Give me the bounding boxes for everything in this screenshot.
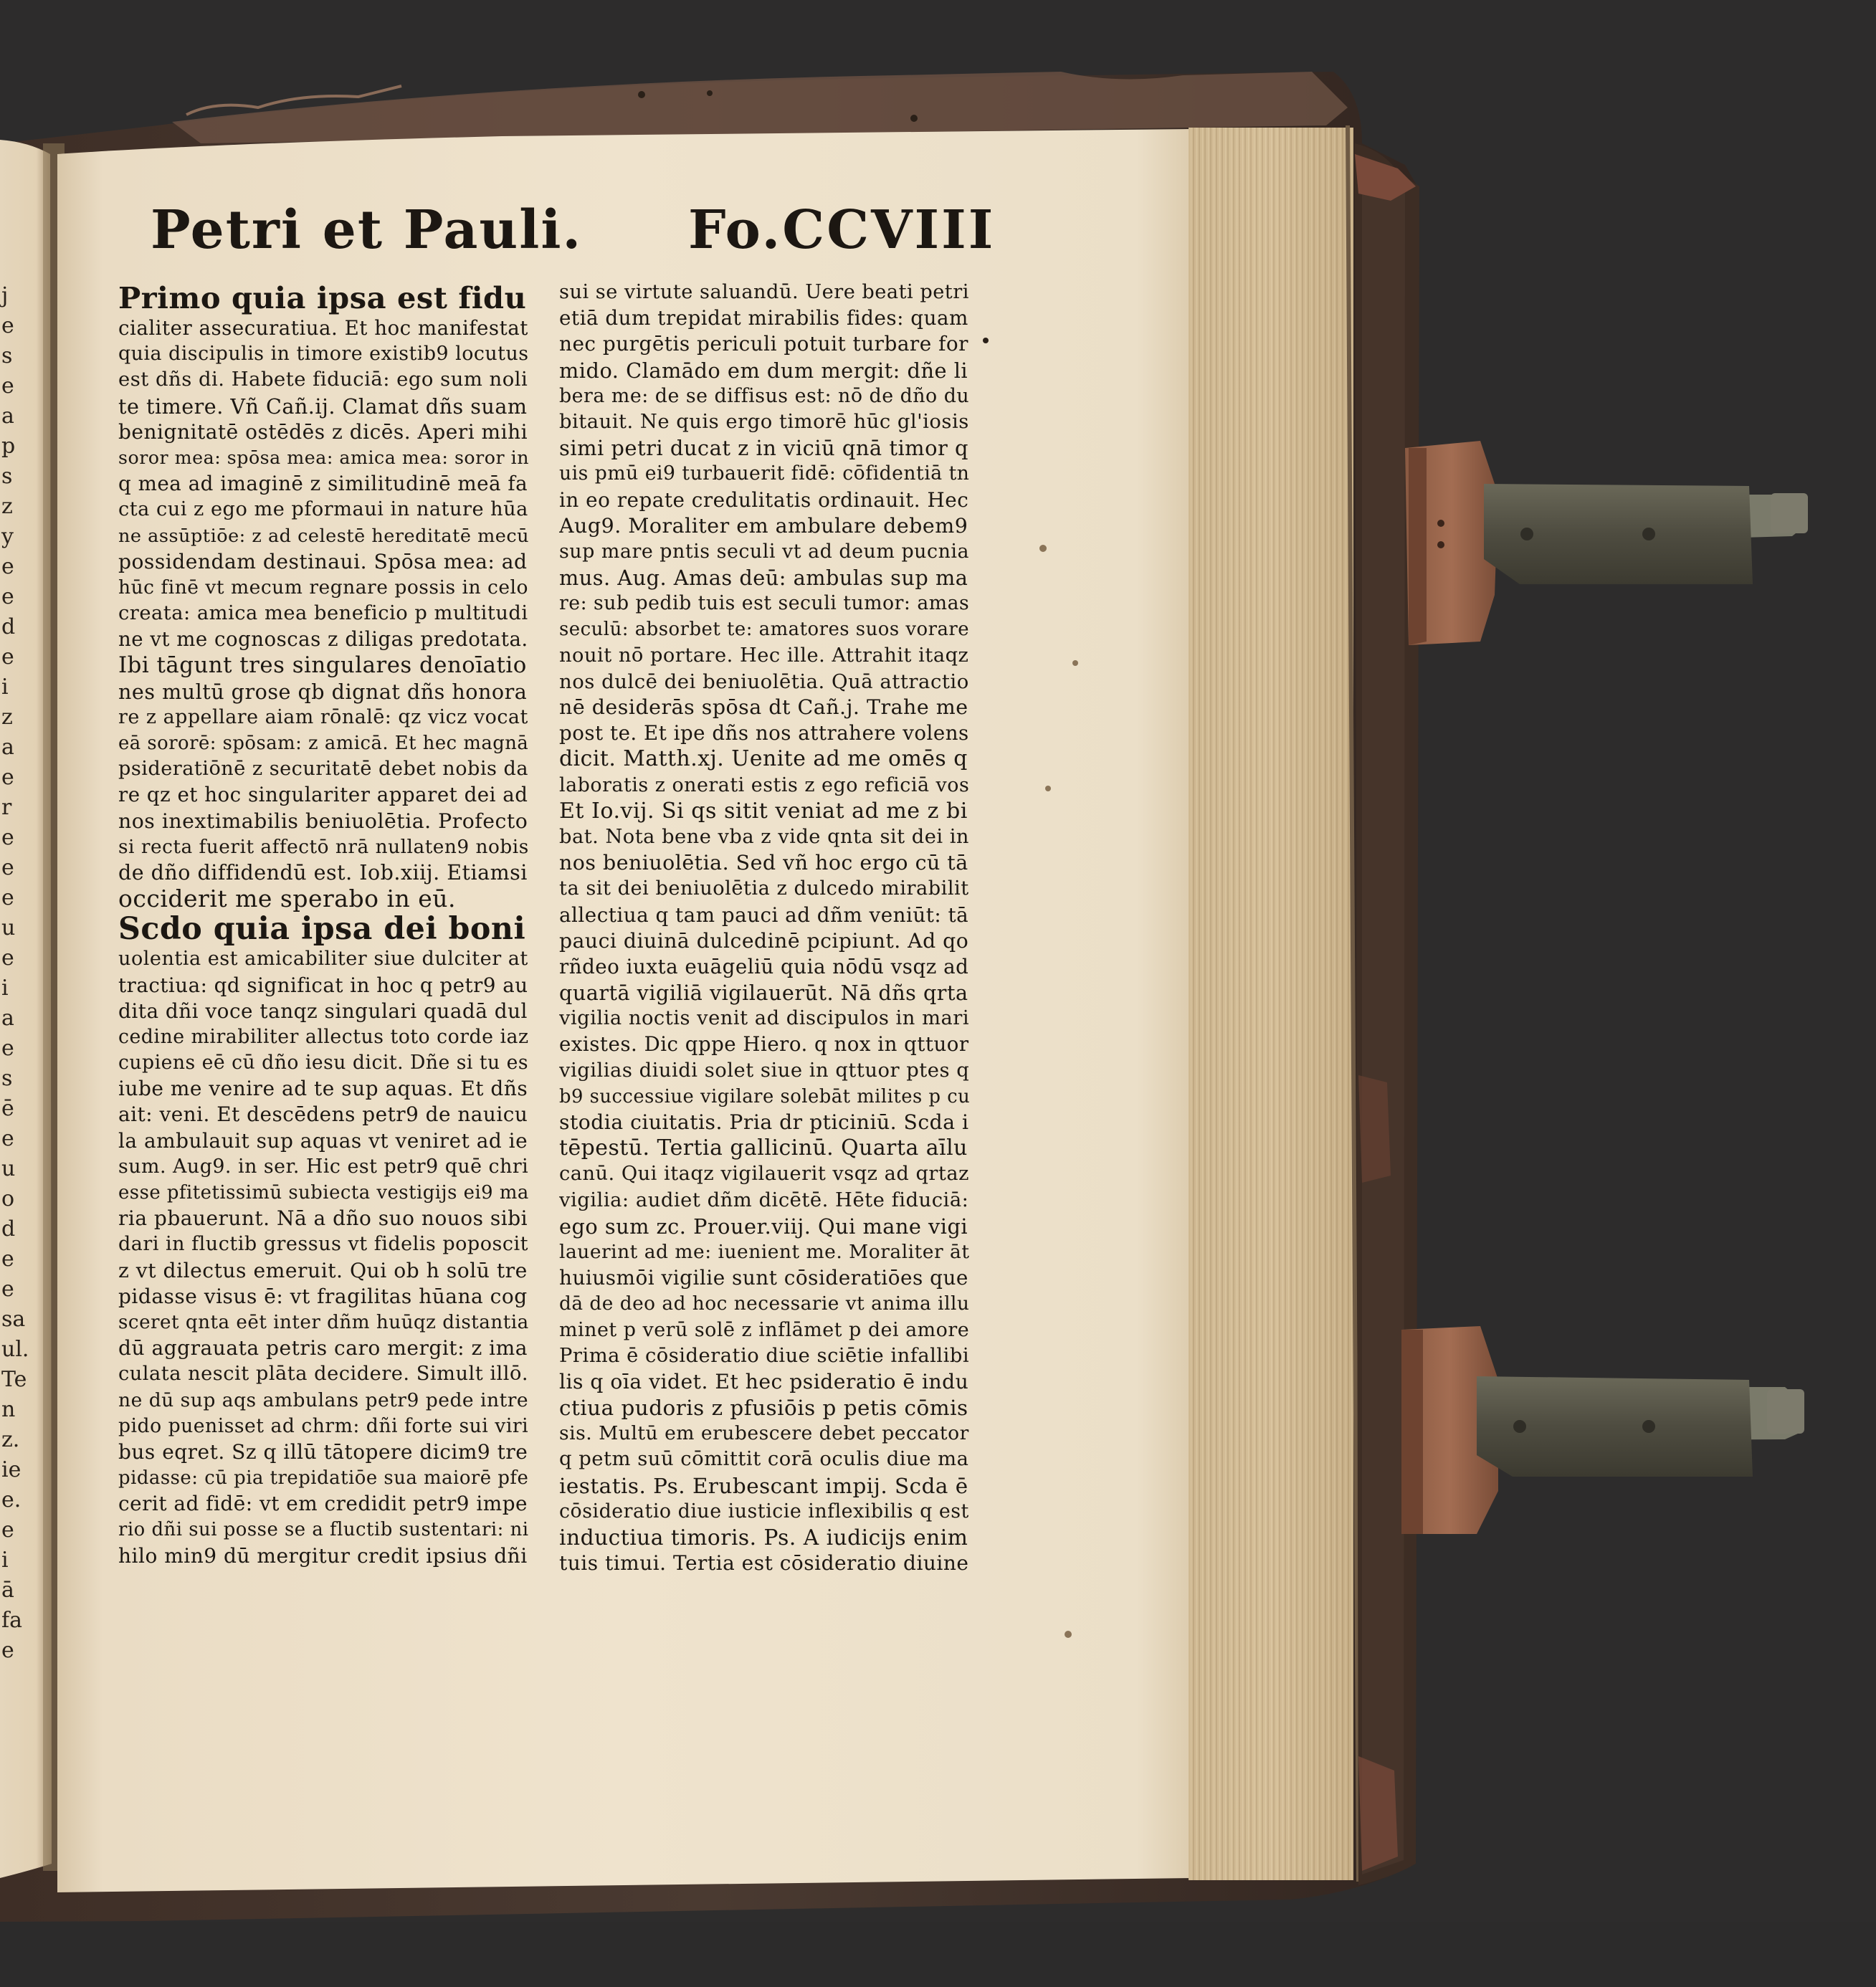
text-line: post te. Et ipe dñs nos attrahere volens (559, 721, 969, 745)
text-line: ne vt me cognoscas z diligas predotata. (118, 627, 528, 652)
margin-letter: e (1, 1126, 14, 1151)
text-line: vigilias diuidi solet siue in qttuor ptes q (559, 1059, 970, 1082)
text-line: mus. Aug. Amas deū: ambulas sup ma (559, 566, 968, 591)
text-line: tractiua: qd significat in hoc q petr9 au (118, 973, 528, 997)
text-line: nec purgētis periculi potuit turbare for (559, 332, 968, 356)
text-line: pauci diuinā dulcedinē pcipiunt. Ad qo (559, 928, 969, 953)
text-line: pidasse visus ē: vt fragilitas hūana cog (118, 1284, 528, 1308)
text-line: laboratis z onerati estis z ego reficiā vos (559, 773, 970, 796)
margin-letter: u (1, 1156, 16, 1181)
margin-letter: d (1, 1216, 16, 1242)
margin-letter: a (1, 404, 14, 429)
text-line: possidendam destinaui. Spōsa mea: ad (118, 549, 528, 573)
margin-letter: r (1, 795, 12, 820)
text-line: ctiua pudoris z pfusiōis p petis cōmis (559, 1396, 968, 1421)
text-line: de dño diffidendū est. Iob.xiij. Etiamsi (118, 860, 528, 885)
text-line: hilo min9 dū mergitur credit ipsius dñi (118, 1543, 528, 1568)
text-line: existes. Dic qppe Hiero. q nox in qttuor (559, 1032, 969, 1057)
margin-letter: fa (1, 1608, 22, 1633)
right-text-column (559, 280, 975, 1986)
margin-letter: s (1, 1066, 13, 1091)
margin-letter: e (1, 554, 14, 579)
text-line: bus eqret. Sz q illū tātopere dicim9 tre (118, 1439, 528, 1464)
text-line: te timere. Vñ Cañ.ij. Clamat dñs suam (118, 394, 528, 419)
text-line: est dñs di. Habete fiduciā: ego sum noli (118, 368, 528, 391)
text-line: seculū: absorbet te: amatores suos vorare (559, 619, 970, 641)
margin-letter: e (1, 825, 14, 850)
text-line: uis pmū ei9 turbauerit fidē: cōfidentiā tn (559, 462, 970, 485)
text-line: allectiua q tam pauci ad dñm veniūt: tā (559, 902, 969, 927)
left-text-column (118, 281, 534, 1987)
text-line: canū. Qui itaqz vigilauerit vsqz ad qrtaz (559, 1163, 969, 1186)
margin-letter: j (1, 283, 9, 308)
text-line: nē desiderās spōsa dt Cañ.j. Trahe me (559, 695, 968, 719)
text-line: dita dñi voce tanqz singulari quadā dul (118, 999, 528, 1023)
text-line: tēpestū. Tertia gallicinū. Quarta aīlu (559, 1135, 968, 1161)
margin-letter: e (1, 584, 14, 609)
text-line: nes multū grose qb dignat dñs honora (118, 679, 528, 704)
text-line: la ambulauit sup aquas vt veniret ad ie (118, 1128, 528, 1153)
text-line: huiusmōi vigilie sunt cōsideratiōes que (559, 1266, 968, 1290)
text-line: sum. Aug9. in ser. Hic est petr9 quē chri (118, 1155, 529, 1178)
running-head: Petri et Pauli. (151, 199, 583, 261)
text-line: nos dulcē dei beniuolētia. Quā attractio (559, 670, 969, 693)
margin-letter: ul. (1, 1337, 29, 1362)
margin-letter: e. (1, 1487, 22, 1512)
margin-letter: Te (1, 1367, 27, 1392)
margin-letter: i (1, 675, 9, 700)
text-line: cupiens eē cū dño iesu dicit. Dñe si tu es (118, 1052, 529, 1074)
margin-letter: o (1, 1186, 15, 1211)
text-line: esse pfitetissimū subiecta vestigijs ei9 ma (118, 1182, 529, 1204)
text-line: dicit. Matth.xj. Uenite ad me omēs q (559, 746, 968, 772)
margin-letter: e (1, 885, 14, 910)
text-line: Aug9. Moraliter em ambulare debem9 (559, 513, 968, 538)
text-line: in eo repate credulitatis ordinauit. Hec (559, 487, 969, 512)
text-line: vigilia: audiet dñm dicētē. Hēte fiduciā: (559, 1188, 969, 1211)
text-line: tuis timui. Tertia est cōsideratio diuine (559, 1551, 969, 1576)
text-line: cialiter assecuratiua. Et hoc manifestat (118, 316, 528, 340)
text-line: iestatis. Ps. Erubescant impij. Scda ē (559, 1473, 968, 1498)
text-line: rio dñi sui posse se a fluctib sustentari: ni (118, 1519, 529, 1541)
text-line: Ibi tāgunt tres singulares denoīatio (118, 652, 527, 679)
text-line: lauerint ad me: iuenient me. Moraliter āt (559, 1240, 970, 1263)
text-line: minet p verū solē z inflāmet p dei amore (559, 1318, 970, 1341)
text-line: si recta fuerit affectō nrā nullaten9 nobis (118, 836, 529, 858)
text-line: sui se virtute saluandū. Uere beati petri (559, 281, 969, 303)
text-line: inductiua timoris. Ps. A iudicijs enim (559, 1525, 968, 1550)
text-line: nos inextimabilis beniuolētia. Profecto (118, 809, 528, 833)
text-line: stodia ciuitatis. Pria dr pticiniū. Scda i (559, 1110, 969, 1134)
text-line: pido puenisset ad chrm: dñi forte sui viri (118, 1414, 529, 1437)
text-line: hūc finē vt mecum regnare possis in celo (118, 576, 528, 599)
text-line: iube me venire ad te sup aquas. Et dñs (118, 1077, 528, 1101)
text-line: creata: amica mea beneficio p multitudi (118, 602, 528, 625)
text-line: rñdeo iuxta euāgeliū quia nōdū vsqz ad (559, 954, 969, 978)
left-page-margin-text (1, 281, 44, 1666)
text-line: pidasse: cū pia trepidatiōe sua maiorē pfe (118, 1467, 529, 1490)
margin-letter: a (1, 735, 14, 760)
margin-letter: ā (1, 1578, 14, 1603)
text-line: cerit ad fidē: vt em credidit petr9 impe (118, 1492, 528, 1516)
text-line: dari in fluctib gressus vt fidelis poposcit (118, 1233, 528, 1256)
text-line: bitauit. Ne quis ergo timorē hūc gl'iosis (559, 410, 969, 433)
margin-letter: e (1, 313, 14, 338)
margin-letter: z. (1, 1427, 20, 1452)
text-line: cōsideratio diue iusticie inflexibilis q est (559, 1500, 969, 1523)
margin-letter: e (1, 855, 14, 880)
text-line: bera me: de se diffisus est: nō de dño du (559, 384, 970, 407)
margin-letter: p (1, 434, 16, 459)
margin-letter: s (1, 343, 13, 368)
margin-letter: n (1, 1397, 16, 1422)
text-line: Et Io.vij. Si qs sitit veniat ad me z bi (559, 798, 968, 824)
text-line: nouit nō portare. Hec ille. Attrahit itaqz (559, 644, 969, 667)
text-line: ego sum zc. Prouer.viij. Qui mane vigi (559, 1214, 968, 1239)
margin-letter: y (1, 524, 14, 549)
text-line: soror mea: spōsa mea: amica mea: soror in (118, 447, 529, 468)
text-line: b9 successiue vigilare solebāt milites p cu (559, 1085, 971, 1107)
text-line: ta sit dei beniuolētia z dulcedo mirabilit (559, 877, 969, 900)
margin-letter: u (1, 915, 16, 940)
text-line: Primo quia ipsa est fidu (118, 281, 527, 315)
text-line: re qz et hoc singulariter apparet dei ad (118, 783, 528, 807)
margin-letter: e (1, 1277, 14, 1302)
text-line: culata nescit plāta decidere. Simult illō. (118, 1363, 529, 1386)
text-line: etiā dum trepidat mirabilis fides: quam (559, 306, 968, 330)
text-line: Prima ē cōsideratio diue sciētie infallibi (559, 1344, 970, 1367)
margin-letter: i (1, 976, 9, 1001)
text-line: cta cui z ego me pformaui in nature hūa (118, 498, 528, 521)
text-line: quia discipulis in timore existib9 locutus (118, 343, 529, 366)
margin-letter: z (1, 705, 13, 730)
margin-letter: ē (1, 1096, 14, 1121)
text-line: mido. Clamādo em dum mergit: dñe li (559, 358, 968, 383)
margin-letter: a (1, 1006, 14, 1031)
text-line: simi petri ducat z in viciū qnā timor q (559, 436, 968, 461)
text-line: eā sororē: spōsam: z amicā. Et hec magnā (118, 733, 529, 754)
text-line: quartā vigiliā vigilauerūt. Nā dñs qrta (559, 981, 968, 1006)
text-line: Scdo quia ipsa dei boni (118, 912, 526, 947)
text-line: nos beniuolētia. Sed vñ hoc ergo cū tā (559, 851, 968, 875)
text-line: psideratiōnē z securitatē debet nobis da (118, 758, 529, 781)
text-line: ne assūptiōe: z ad celestē hereditatē mecū (118, 525, 530, 547)
text-line: sceret qnta eēt inter dñm huūqz distantia (118, 1311, 529, 1333)
text-line: re: sub pedib tuis est seculi tumor: amas (559, 592, 970, 615)
margin-letter: e (1, 373, 14, 399)
text-line: occiderit me sperabo in eū. (118, 886, 457, 913)
text-line: sup mare pntis seculi vt ad deum pucnia (559, 540, 970, 563)
text-line: q mea ad imaginē z similitudinē meā fa (118, 472, 528, 496)
text-line: dū aggrauata petris caro mergit: z ima (118, 1336, 528, 1361)
margin-letter: e (1, 765, 14, 790)
text-line: vigilia noctis venit ad discipulos in mari (559, 1007, 970, 1030)
margin-letter: e (1, 644, 14, 670)
text-line: cedine mirabiliter allectus toto corde iaz (118, 1025, 529, 1048)
text-line: uolentia est amicabiliter siue dulciter at (118, 948, 528, 971)
margin-letter: i (1, 1548, 9, 1573)
text-line: z vt dilectus emeruit. Qui ob h solū tre (118, 1258, 528, 1282)
text-line: re z appellare aiam rōnalē: qz vicz vocat (118, 705, 528, 728)
margin-letter: e (1, 945, 14, 971)
text-line: ait: veni. Et descēdens petr9 de nauicu (118, 1102, 528, 1127)
folio-number: Fo.CCVIII (688, 199, 996, 261)
margin-letter: s (1, 464, 13, 489)
margin-letter: e (1, 1517, 14, 1543)
text-line: benignitatē ostēdēs z dicēs. Aperi mihi (118, 419, 528, 444)
text-line: q petm suū cōmittit corā oculis diue ma (559, 1448, 969, 1471)
margin-letter: ie (1, 1457, 22, 1482)
margin-letter: sa (1, 1307, 26, 1332)
text-line: dā de deo ad hoc necessarie vt anima illu (559, 1293, 970, 1315)
text-line: ne dū sup aqs ambulans petr9 pede intre (118, 1388, 529, 1411)
margin-letter: d (1, 614, 16, 639)
margin-letter: e (1, 1638, 14, 1663)
text-line: lis q oīa videt. Et hec psideratio ē indu (559, 1369, 969, 1393)
margin-letter: e (1, 1036, 14, 1061)
margin-letter: e (1, 1247, 14, 1272)
margin-letter: z (1, 494, 13, 519)
text-line: ria pbauerunt. Nā a dño suo nouos sibi (118, 1206, 528, 1231)
text-line: sis. Multū em erubescere debet peccator (559, 1422, 969, 1445)
text-line: bat. Nota bene vba z vide qnta sit dei in (559, 825, 969, 848)
